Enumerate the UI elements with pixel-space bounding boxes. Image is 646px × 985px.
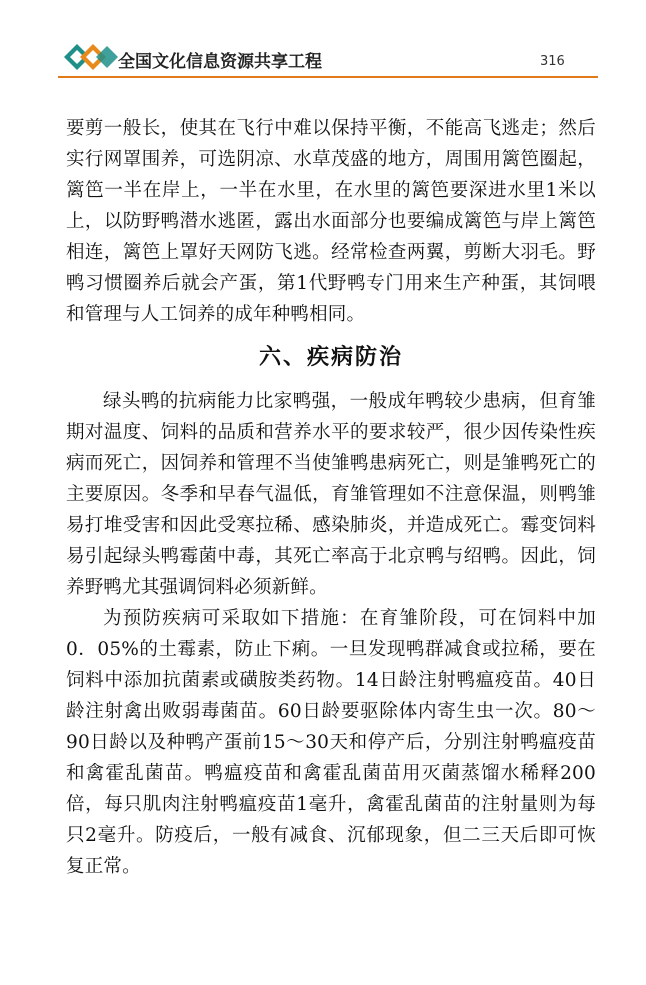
page-number: 316 (540, 54, 565, 69)
page-header (0, 0, 646, 80)
header-rule (58, 76, 598, 78)
site-title: 全国文化信息资源共享工程 (118, 52, 322, 72)
section-heading: 六、疾病防治 (258, 344, 403, 370)
paragraph-disease-overview: 绿头鸭的抗病能力比家鸭强，一般成年鸭较少患病，但育雏期对温度、饲料的品质和营养水平的要求较严，很少因传染性疾病而死亡，因饲养和管理不当使雏鸭患病死亡，则是雏鸭死亡的主要原因。冬季和早春气温低，育雏管理如不注意保温，则鸭雏易打堆受害和因此受寒拉稀、感染肺炎，并造成死亡。霉变饲料易引起绿头鸭霉菌中毒，其死亡率高于北京鸭与绍鸭。因此，饲养野鸭尤其强调饲料必须新鲜。 (66, 391, 596, 598)
paragraph-continued: 要剪一般长，使其在飞行中难以保持平衡，不能高飞逃走；然后实行网罩围养，可选阴凉、水草茂盛的地方，周围用篱笆圈起，篱笆一半在岸上，一半在水里，在水里的篱笆要深进水里1米以上，以防野鸭潜水逃匿，露出水面部分也要编成篱笆与岸上篱笆相连，篱笆上罩好天网防飞逃。经常检查两翼，剪断大羽毛。野鸭习惯圈养后就会产蛋，第1代野鸭专门用来生产种蛋，其饲喂和管理与人工饲养的成年种鸭相同。 (66, 118, 596, 325)
page-content (66, 113, 596, 882)
paragraph-prevention-measures: 为预防疾病可采取如下措施：在育雏阶段，可在饲料中加0．05%的土霉素，防止下痢。一旦发现鸭群减食或拉稀，要在饲料中添加抗菌素或磺胺类药物。14日龄注射鸭瘟疫苗。40日龄注射禽出败弱毒菌苗。60日龄要驱除体内寄生虫一次。80～90日龄以及种鸭产蛋前15～30天和停产后，分别注射鸭瘟疫苗和禽霍乱菌苗。鸭瘟疫苗和禽霍乱菌苗用灭菌蒸馏水稀释200倍，每只肌肉注射鸭瘟疫苗1毫升，禽霍乱菌苗的注射量则为每只2毫升。防疫后，一般有减食、沉郁现象，但二三天后即可恢复正常。 (66, 608, 596, 877)
diamond-logo-icon (62, 42, 120, 72)
